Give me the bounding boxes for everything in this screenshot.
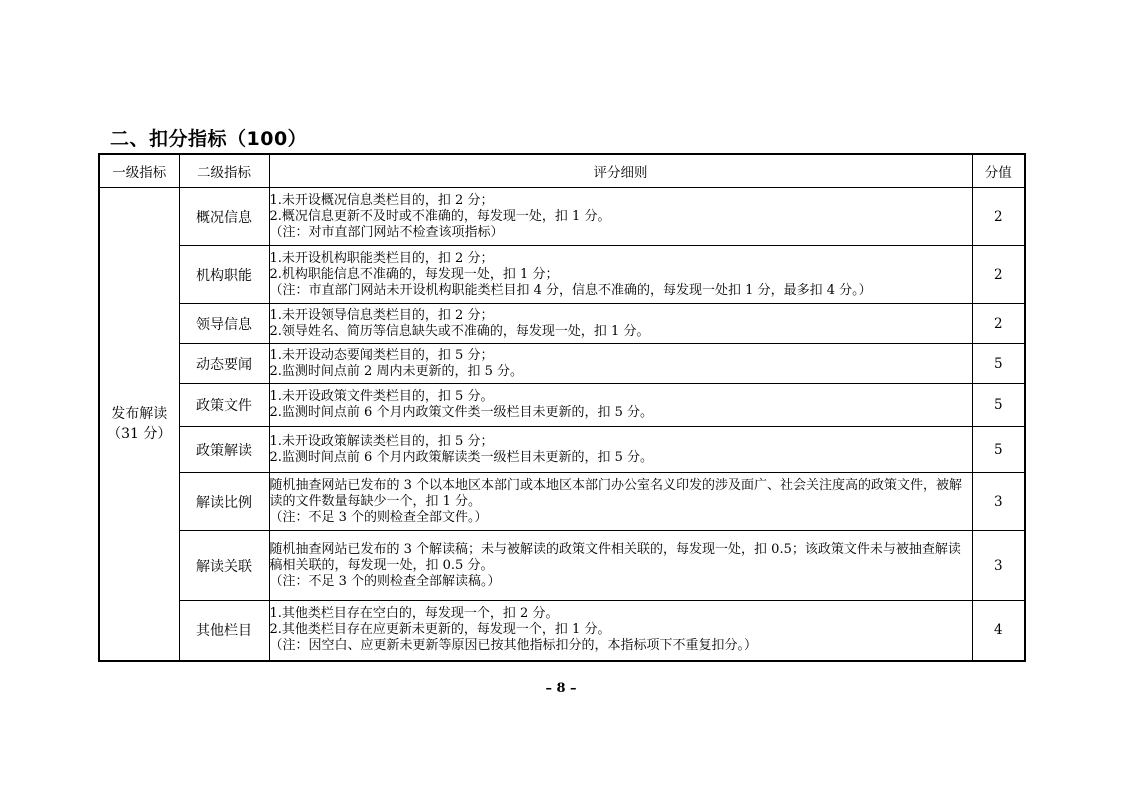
- table-row: [99, 531, 1025, 601]
- scoring-rule-line: （注：不足 3 个的则检查全部文件。）: [269, 509, 488, 525]
- scoring-rules-cell: [269, 473, 972, 531]
- scoring-rules-cell: [269, 384, 972, 427]
- table-row: [99, 304, 1025, 344]
- scoring-rules-cell: [269, 427, 972, 473]
- scoring-rule-line: 随机抽查网站已发布的 3 个解读稿；未与被解读的政策文件相关联的，每发现一处，扣 0.5；该政策文件未与被抽查解读稿相关联的，每发现一处，扣 0.5 分。: [269, 541, 961, 573]
- scoring-rule-line: （注：不足 3 个的则检查全部解读稿。）: [269, 573, 501, 589]
- scoring-rule-line: 1.未开设机构职能类栏目的，扣 2 分；: [269, 250, 494, 266]
- header-rules: 评分细则: [269, 154, 972, 188]
- level2-indicator: 其他栏目: [179, 601, 269, 661]
- table-row: [99, 427, 1025, 473]
- table-row: [99, 601, 1025, 661]
- scoring-rule-line: 1.未开设概况信息类栏目的，扣 2 分；: [269, 192, 494, 208]
- scoring-rule-line: 2.其他类栏目存在应更新未更新的，每发现一个，扣 1 分。: [269, 622, 611, 638]
- header-points: 分值: [972, 154, 1025, 188]
- table-row: [99, 384, 1025, 427]
- header-level1: 一级指标: [99, 154, 179, 188]
- scoring-rule-line: 1.未开设政策文件类栏目的，扣 5 分。: [269, 389, 494, 404]
- level2-indicator: 动态要闻: [179, 344, 269, 384]
- points-value: 5: [972, 427, 1025, 473]
- scoring-rule-line: （注：因空白、应更新未更新等原因已按其他指标扣分的，本指标项下不重复扣分。）: [269, 638, 758, 654]
- level2-indicator: 领导信息: [179, 304, 269, 344]
- level2-indicator: 概况信息: [179, 188, 269, 246]
- level2-indicator: 政策文件: [179, 384, 269, 427]
- level2-indicator: 政策解读: [179, 427, 269, 473]
- points-value: 3: [972, 531, 1025, 601]
- level2-indicator: 解读比例: [179, 473, 269, 531]
- scoring-rules-cell: [269, 188, 972, 246]
- scoring-rule-line: 随机抽查网站已发布的 3 个以本地区本部门或本地区本部门办公室名义印发的涉及面广、社会关注度高的政策文件，被解读的文件数量每缺少一个，扣 1 分。: [269, 477, 963, 509]
- scoring-rule-line: 1.未开设动态要闻类栏目的，扣 5 分；: [269, 347, 494, 363]
- scoring-rules-cell: [269, 246, 972, 304]
- scoring-rule-line: 1.其他类栏目存在空白的，每发现一个，扣 2 分。: [269, 606, 559, 622]
- table-row: [99, 246, 1025, 304]
- scoring-rule-line: 2.领导姓名、简历等信息缺失或不准确的，每发现一处，扣 1 分。: [269, 323, 650, 339]
- scoring-rule-line: 2.监测时间点前 6 个月内政策解读类一级栏目未更新的，扣 5 分。: [269, 449, 653, 465]
- table-row: [99, 188, 1025, 246]
- page-number: – 8 –: [545, 681, 577, 696]
- points-value: 2: [972, 188, 1025, 246]
- header-level2: 二级指标: [179, 154, 269, 188]
- scoring-rules-cell: [269, 601, 972, 661]
- scoring-table: [98, 153, 1026, 662]
- level1-indicator-cell: [99, 188, 179, 661]
- points-value: 4: [972, 601, 1025, 661]
- level1-indicator-score: （31 分）: [107, 425, 172, 442]
- points-value: 2: [972, 246, 1025, 304]
- table-header-row: [99, 154, 1025, 188]
- points-value: 2: [972, 304, 1025, 344]
- points-value: 3: [972, 473, 1025, 531]
- table-row: [99, 344, 1025, 384]
- level2-indicator: 解读关联: [179, 531, 269, 601]
- level2-indicator: 机构职能: [179, 246, 269, 304]
- table-row: [99, 473, 1025, 531]
- scoring-rule-line: 2.机构职能信息不准确的，每发现一处，扣 1 分；: [269, 266, 559, 282]
- scoring-rule-line: 1.未开设政策解读类栏目的，扣 5 分；: [269, 433, 494, 449]
- scoring-rule-line: 2.监测时间点前 6 个月内政策文件类一级栏目未更新的，扣 5 分。: [269, 405, 653, 420]
- scoring-rule-line: 2.监测时间点前 2 周内未更新的，扣 5 分。: [269, 363, 523, 379]
- points-value: 5: [972, 384, 1025, 427]
- level1-indicator-name: 发布解读: [111, 405, 168, 422]
- scoring-rule-line: 2.概况信息更新不及时或不准确的，每发现一处，扣 1 分。: [269, 208, 611, 224]
- scoring-rule-line: （注：对市直部门网站不检查该项指标）: [269, 224, 504, 240]
- scoring-rules-cell: [269, 344, 972, 384]
- scoring-rule-line: （注：市直部门网站未开设机构职能类栏目扣 4 分，信息不准确的，每发现一处扣 1 分，最多扣 4 分。）: [269, 282, 872, 298]
- points-value: 5: [972, 344, 1025, 384]
- scoring-rules-cell: [269, 304, 972, 344]
- scoring-rule-line: 1.未开设领导信息类栏目的，扣 2 分；: [269, 307, 494, 323]
- section-title: 二、扣分指标（100）: [110, 128, 308, 150]
- scoring-rules-cell: [269, 531, 972, 601]
